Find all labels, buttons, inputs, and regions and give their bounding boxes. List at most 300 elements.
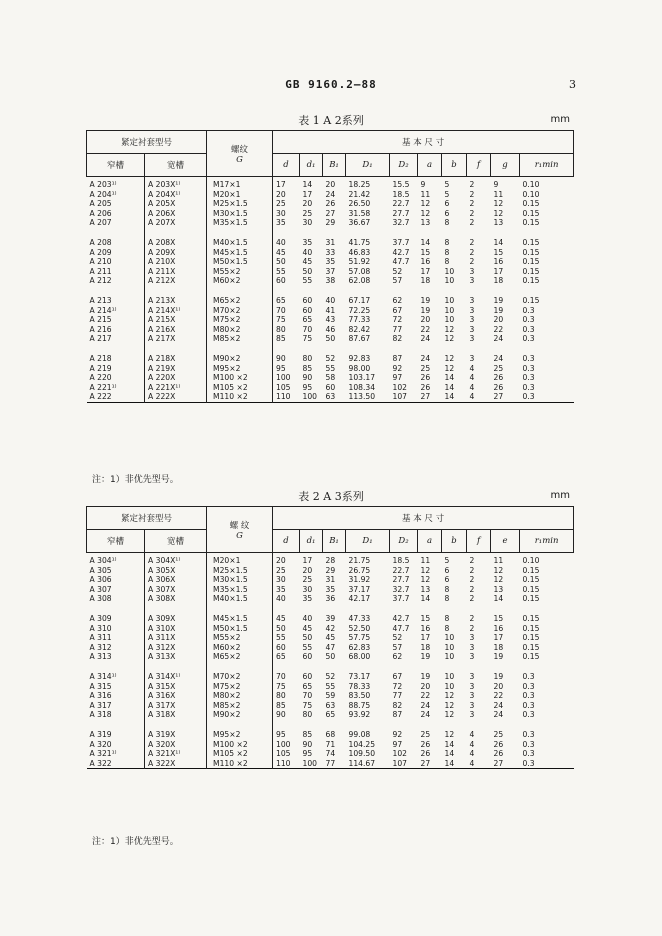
table-cell: M85×2 xyxy=(207,334,273,344)
table-row xyxy=(87,209,574,219)
table-cell: 0.3 xyxy=(522,324,535,334)
table-cell: 104.25 xyxy=(348,739,376,749)
table-cell: 82 xyxy=(392,700,403,710)
table-cell: 14 xyxy=(420,594,431,604)
table-cell: 20 xyxy=(302,199,313,209)
table-row xyxy=(87,267,574,277)
table-cell: 52 xyxy=(392,633,403,643)
table-cell: 12 xyxy=(444,729,455,739)
table-cell: 12 xyxy=(444,334,455,344)
table-cell: A 217 xyxy=(87,334,145,344)
table-cell: 50 xyxy=(276,257,286,267)
table-cell: 17 xyxy=(302,189,313,199)
table-cell: 85 xyxy=(302,729,313,739)
table-cell: 17 xyxy=(420,266,431,276)
table-cell: 0.3 xyxy=(522,392,535,402)
table-cell: 109.50 xyxy=(348,749,376,759)
group-spacer xyxy=(87,344,574,354)
table-cell: A 205X xyxy=(145,199,207,209)
table-cell: 19 xyxy=(493,295,504,305)
table2-note: 注：1）非优先型号。 xyxy=(92,837,179,847)
table1-col-header: d xyxy=(273,154,300,177)
table-cell: 24 xyxy=(420,700,431,710)
table-cell: A 322X xyxy=(145,759,207,769)
table2-thread-label: 螺 纹 xyxy=(229,520,250,531)
table-cell: M100 ×2 xyxy=(207,373,273,383)
table-cell: 50 xyxy=(302,633,313,643)
table-cell: 6 xyxy=(444,575,450,585)
table-cell: 18 xyxy=(493,642,504,652)
table-cell: 22 xyxy=(493,324,504,334)
table-row xyxy=(87,248,574,258)
table-cell: 99.08 xyxy=(348,729,371,739)
table-cell: 13 xyxy=(420,584,431,594)
table-cell: 24 xyxy=(420,710,431,720)
table-cell: 88.75 xyxy=(348,700,371,710)
table-cell: 29 xyxy=(325,218,336,228)
table-cell: A 221¹⁾ xyxy=(87,383,145,393)
table-cell: 50 xyxy=(276,623,286,633)
table-cell: 0.3 xyxy=(522,353,535,363)
table-cell: 12 xyxy=(420,575,431,585)
table-cell: 14 xyxy=(444,739,455,749)
table-row xyxy=(87,199,574,209)
table-cell: 87 xyxy=(392,710,403,720)
table-cell: M60×2 xyxy=(207,276,273,286)
table-cell: 0.15 xyxy=(522,237,540,247)
table-cell: A 308 xyxy=(87,594,145,604)
table-cell: 100 xyxy=(302,392,318,402)
table1-thread-symbol: G xyxy=(236,154,243,165)
table-cell: 113.50 xyxy=(348,392,376,402)
table-cell: 67 xyxy=(392,305,403,315)
table-cell: 92.83 xyxy=(348,353,371,363)
table-row xyxy=(87,276,574,286)
table-cell: 2 xyxy=(469,180,475,189)
table-cell: 20 xyxy=(325,180,336,189)
table-cell: 30 xyxy=(276,208,286,218)
table-cell: A 210 xyxy=(87,257,145,267)
table-cell: 0.3 xyxy=(522,691,535,701)
table-cell: 19 xyxy=(493,305,504,315)
table-cell: 0.3 xyxy=(522,382,535,392)
table-cell: 73.17 xyxy=(348,671,371,681)
table-cell: 4 xyxy=(469,739,475,749)
table-cell: A 206 xyxy=(87,209,145,219)
table-cell: 70 xyxy=(276,305,286,315)
table-cell: M70×2 xyxy=(207,306,273,316)
table-cell: A 319 xyxy=(87,730,145,740)
table-cell: 0.3 xyxy=(522,315,535,325)
table-cell: 42.7 xyxy=(392,247,410,257)
table-cell: 18 xyxy=(493,276,504,286)
table-cell: 65 xyxy=(276,295,286,305)
table-cell: M105 ×2 xyxy=(207,383,273,393)
table-cell: A 317 xyxy=(87,701,145,711)
table-cell: 3 xyxy=(469,266,475,276)
table1-unit: mm xyxy=(550,114,570,125)
table-cell: A 317X xyxy=(145,701,207,711)
table-row xyxy=(87,672,574,682)
table-cell: 65 xyxy=(276,652,286,662)
table-cell: A 318 xyxy=(87,710,145,720)
table-cell: 10 xyxy=(444,305,455,315)
table-cell: A 312X xyxy=(145,643,207,653)
table-cell: 83.50 xyxy=(348,691,371,701)
table-cell: 14 xyxy=(493,594,504,604)
table-cell: 90 xyxy=(302,739,313,749)
table-cell: A 310 xyxy=(87,624,145,634)
table-cell: A 322 xyxy=(87,759,145,769)
table-cell: A 307X xyxy=(145,585,207,595)
table-cell: 2 xyxy=(469,247,475,257)
table-cell: 12 xyxy=(493,565,504,575)
table-cell: 65 xyxy=(302,315,313,325)
table-cell: 37.7 xyxy=(392,237,410,247)
table-cell: 20 xyxy=(276,189,286,199)
table-cell: 24 xyxy=(493,710,504,720)
table-cell: 13 xyxy=(493,584,504,594)
table-cell: 74 xyxy=(325,749,336,759)
table-cell: A 315X xyxy=(145,682,207,692)
table-cell: 10 xyxy=(444,681,455,691)
table-cell: A 314X¹⁾ xyxy=(145,672,207,682)
table-cell: 50 xyxy=(302,266,313,276)
table-cell: 52.50 xyxy=(348,623,371,633)
table-cell: 32.7 xyxy=(392,218,410,228)
table-cell: 12 xyxy=(444,710,455,720)
table-cell: 22 xyxy=(493,691,504,701)
table-cell: 22.7 xyxy=(392,565,410,575)
table-cell: 20 xyxy=(493,681,504,691)
table-cell: 25 xyxy=(493,729,504,739)
table-cell: 68 xyxy=(325,729,336,739)
table-cell: A 204¹⁾ xyxy=(87,190,145,200)
table-row xyxy=(87,383,574,393)
table-cell: 17 xyxy=(493,633,504,643)
table-cell: 97 xyxy=(392,373,403,383)
table-cell: 65 xyxy=(325,710,336,720)
table1-title: 表 1 A 2系列 xyxy=(298,114,364,127)
table-cell: A 216 xyxy=(87,325,145,335)
table-cell: 25 xyxy=(276,199,286,209)
table-cell: 35 xyxy=(325,584,336,594)
table-cell: 68.00 xyxy=(348,652,371,662)
table-cell: 40 xyxy=(276,237,286,247)
table-cell: 3 xyxy=(469,642,475,652)
group-spacer xyxy=(87,604,574,614)
table1-thread-label: 螺纹 xyxy=(231,144,249,155)
table-cell: 19 xyxy=(420,652,431,662)
table-row xyxy=(87,392,574,402)
table-row xyxy=(87,334,574,344)
table-row xyxy=(87,218,574,228)
table-cell: 35 xyxy=(325,257,336,267)
table-cell: M25×1.5 xyxy=(207,566,273,576)
table-cell: 60 xyxy=(302,652,313,662)
table-cell: 10 xyxy=(444,266,455,276)
table-cell: 38 xyxy=(325,276,336,286)
table-cell: 75 xyxy=(302,334,313,344)
table2-narrow-header: 窄槽 xyxy=(87,530,145,553)
table-cell: 27 xyxy=(493,392,504,402)
table-cell: A 211X xyxy=(145,267,207,277)
table-cell: A 212 xyxy=(87,276,145,286)
table-cell: 11 xyxy=(420,556,431,565)
table-cell: 70 xyxy=(302,691,313,701)
table-cell: A 207X xyxy=(145,218,207,228)
table-cell: A 316 xyxy=(87,691,145,701)
table-cell: 35 xyxy=(276,584,286,594)
table-cell: 15 xyxy=(420,613,431,623)
table-cell: 4 xyxy=(469,749,475,759)
table-cell: 30 xyxy=(276,575,286,585)
table-cell: 25 xyxy=(420,363,431,373)
table2-title: 表 2 A 3系列 xyxy=(298,490,364,503)
table2-wide-header: 宽槽 xyxy=(145,530,207,553)
table-cell: 2 xyxy=(469,237,475,247)
table2-col-header: d xyxy=(273,530,300,553)
table-row xyxy=(87,553,574,566)
table-cell: A 208X xyxy=(145,238,207,248)
table1-col-header: b xyxy=(442,154,467,177)
table-cell: 72.25 xyxy=(348,305,371,315)
table2-col-header: B₁ xyxy=(323,530,346,553)
table-cell: 107 xyxy=(392,758,408,768)
table-row xyxy=(87,354,574,364)
table-cell: 62 xyxy=(392,295,403,305)
table-cell: A 213X xyxy=(145,296,207,306)
table-cell: 14 xyxy=(444,382,455,392)
table-row xyxy=(87,691,574,701)
table-cell: 3 xyxy=(469,700,475,710)
table-cell: A 321X¹⁾ xyxy=(145,749,207,759)
table-cell: 8 xyxy=(444,594,450,604)
table-cell: 46.83 xyxy=(348,247,371,257)
table-cell: 90 xyxy=(276,353,286,363)
table-cell: 12 xyxy=(444,363,455,373)
table-row xyxy=(87,306,574,316)
table-cell: 100 xyxy=(276,373,291,383)
table-cell: A 310X xyxy=(145,624,207,634)
table1-model-header: 紧定衬套型号 xyxy=(87,131,207,154)
table-cell: 57.75 xyxy=(348,633,371,643)
table-cell: M20×1 xyxy=(207,553,273,566)
table-row xyxy=(87,585,574,595)
table-cell: M70×2 xyxy=(207,672,273,682)
table-cell: 3 xyxy=(469,324,475,334)
table-cell: 52 xyxy=(325,353,336,363)
table1-col-header: r₁min xyxy=(520,154,574,177)
table1 xyxy=(86,130,574,403)
table-cell: 82.42 xyxy=(348,324,371,334)
table-cell: 0.15 xyxy=(522,266,540,276)
group-spacer xyxy=(87,286,574,296)
table-cell: 110 xyxy=(276,758,291,768)
table-cell: 3 xyxy=(469,295,475,305)
table-cell: 18.5 xyxy=(392,556,410,565)
table-cell: M30×1.5 xyxy=(207,209,273,219)
table-cell: 12 xyxy=(493,208,504,218)
table-cell: 0.10 xyxy=(522,180,540,189)
table-cell: 17 xyxy=(276,180,286,189)
table1-note: 注：1）非优先型号。 xyxy=(92,475,179,485)
table-cell: A 308X xyxy=(145,594,207,604)
table-cell: 105 xyxy=(276,382,291,392)
table-cell: 55 xyxy=(276,266,286,276)
page-number: 3 xyxy=(569,78,576,91)
table-cell: 12 xyxy=(444,324,455,334)
table-row xyxy=(87,749,574,759)
table1-body xyxy=(87,177,574,403)
table-cell: 95 xyxy=(276,363,286,373)
table-cell: 0.15 xyxy=(522,623,540,633)
table-cell: 100 xyxy=(276,739,291,749)
group-spacer xyxy=(87,720,574,730)
table-cell: M65×2 xyxy=(207,296,273,306)
table-cell: 102 xyxy=(392,749,408,759)
table-cell: 2 xyxy=(469,218,475,228)
table-cell: A 214X¹⁾ xyxy=(145,306,207,316)
table-cell: A 320X xyxy=(145,740,207,750)
table-cell: 9 xyxy=(420,180,426,189)
table-cell: 114.67 xyxy=(348,758,376,768)
table-cell: 14 xyxy=(444,758,455,768)
table-cell: 0.15 xyxy=(522,208,540,218)
table-cell: 19 xyxy=(420,295,431,305)
table-cell: M17×1 xyxy=(207,177,273,190)
table-cell: 19 xyxy=(420,305,431,315)
table-cell: 26 xyxy=(493,382,504,392)
table-cell: 20 xyxy=(302,565,313,575)
table-cell: 55 xyxy=(325,363,336,373)
table-cell: M35×1.5 xyxy=(207,585,273,595)
table-cell: 3 xyxy=(469,710,475,720)
table-cell: 12 xyxy=(444,691,455,701)
table-cell: 6 xyxy=(444,199,450,209)
table-cell: 31.58 xyxy=(348,208,371,218)
table-cell: 8 xyxy=(444,623,450,633)
table-cell: 22 xyxy=(420,691,431,701)
table-cell: 85 xyxy=(276,700,286,710)
table-row xyxy=(87,575,574,585)
table-cell: 0.15 xyxy=(522,199,540,209)
table-cell: 10 xyxy=(444,671,455,681)
table2-dims-header: 基 本 尺 寸 xyxy=(273,507,574,530)
table-cell: 58 xyxy=(325,373,336,383)
table-cell: 3 xyxy=(469,671,475,681)
table-cell: M45×1.5 xyxy=(207,614,273,624)
table-cell: 27 xyxy=(420,392,431,402)
table-cell: 75 xyxy=(276,315,286,325)
table-cell: 77 xyxy=(325,758,336,768)
table-row xyxy=(87,190,574,200)
table-cell: 0.15 xyxy=(522,652,540,662)
table-cell: 12 xyxy=(420,199,431,209)
table-cell: 24 xyxy=(420,353,431,363)
table2-col-header: D₂ xyxy=(390,530,418,553)
table-cell: 24 xyxy=(493,353,504,363)
table-cell: 0.3 xyxy=(522,729,535,739)
table2-col-header: e xyxy=(491,530,520,553)
table-row xyxy=(87,624,574,634)
table-cell: 0.3 xyxy=(522,710,535,720)
table-cell: 110 xyxy=(276,392,291,402)
table-cell: M100 ×2 xyxy=(207,740,273,750)
table-cell: 12 xyxy=(444,700,455,710)
table-cell: M95×2 xyxy=(207,730,273,740)
table-cell: 14 xyxy=(493,237,504,247)
table-cell: M20×1 xyxy=(207,190,273,200)
table2-model-header: 紧定衬套型号 xyxy=(87,507,207,530)
table-cell: 25 xyxy=(493,363,504,373)
table-cell: 45 xyxy=(302,257,313,267)
table-cell: 18 xyxy=(420,642,431,652)
table-cell: A 313X xyxy=(145,652,207,662)
table-cell: A 209 xyxy=(87,248,145,258)
table-cell: M110 ×2 xyxy=(207,392,273,402)
table-row xyxy=(87,682,574,692)
table-cell: 46 xyxy=(325,324,336,334)
table-cell: 26 xyxy=(420,749,431,759)
table-cell: 85 xyxy=(302,363,313,373)
table-cell: A 309X xyxy=(145,614,207,624)
table-cell: 15 xyxy=(493,247,504,257)
table-cell: 3 xyxy=(469,681,475,691)
table-cell: 0.3 xyxy=(522,681,535,691)
table-cell: 4 xyxy=(469,729,475,739)
table-cell: 8 xyxy=(444,613,450,623)
table-cell: 77 xyxy=(392,691,403,701)
table-cell: 0.15 xyxy=(522,584,540,594)
table-cell: A 307 xyxy=(87,585,145,595)
table-row xyxy=(87,325,574,335)
table-cell: 2 xyxy=(469,575,475,585)
table-row xyxy=(87,315,574,325)
table-cell: 17 xyxy=(493,266,504,276)
table-cell: 18.5 xyxy=(392,189,410,199)
table-cell: A 211 xyxy=(87,267,145,277)
table1-wide-header: 宽槽 xyxy=(145,154,207,177)
table-cell: 35 xyxy=(276,218,286,228)
table-cell: 72 xyxy=(392,315,403,325)
table-cell: 77.33 xyxy=(348,315,371,325)
table1-col-header: D₁ xyxy=(346,154,390,177)
table-cell: 8 xyxy=(444,247,450,257)
table-cell: A 311X xyxy=(145,633,207,643)
table-cell: 26.50 xyxy=(348,199,371,209)
table-cell: 32.7 xyxy=(392,584,410,594)
table-cell: 75 xyxy=(302,700,313,710)
table-cell: 2 xyxy=(469,594,475,604)
table-cell: 45 xyxy=(276,613,286,623)
table-cell: 100 xyxy=(302,758,318,768)
table-cell: 107 xyxy=(392,392,408,402)
table1-col-header: a xyxy=(418,154,442,177)
table-cell: 43 xyxy=(325,315,336,325)
table-cell: 12 xyxy=(444,353,455,363)
table-cell: 0.3 xyxy=(522,373,535,383)
table-cell: 55 xyxy=(276,633,286,643)
table-cell: A 216X xyxy=(145,325,207,335)
table-cell: 18 xyxy=(420,276,431,286)
table1-caption-row xyxy=(0,112,662,128)
table-cell: A 304X¹⁾ xyxy=(145,553,207,566)
table-cell: 26 xyxy=(493,749,504,759)
table-cell: 21.42 xyxy=(348,189,371,199)
table-cell: 14 xyxy=(444,373,455,383)
table-cell: 17 xyxy=(420,633,431,643)
